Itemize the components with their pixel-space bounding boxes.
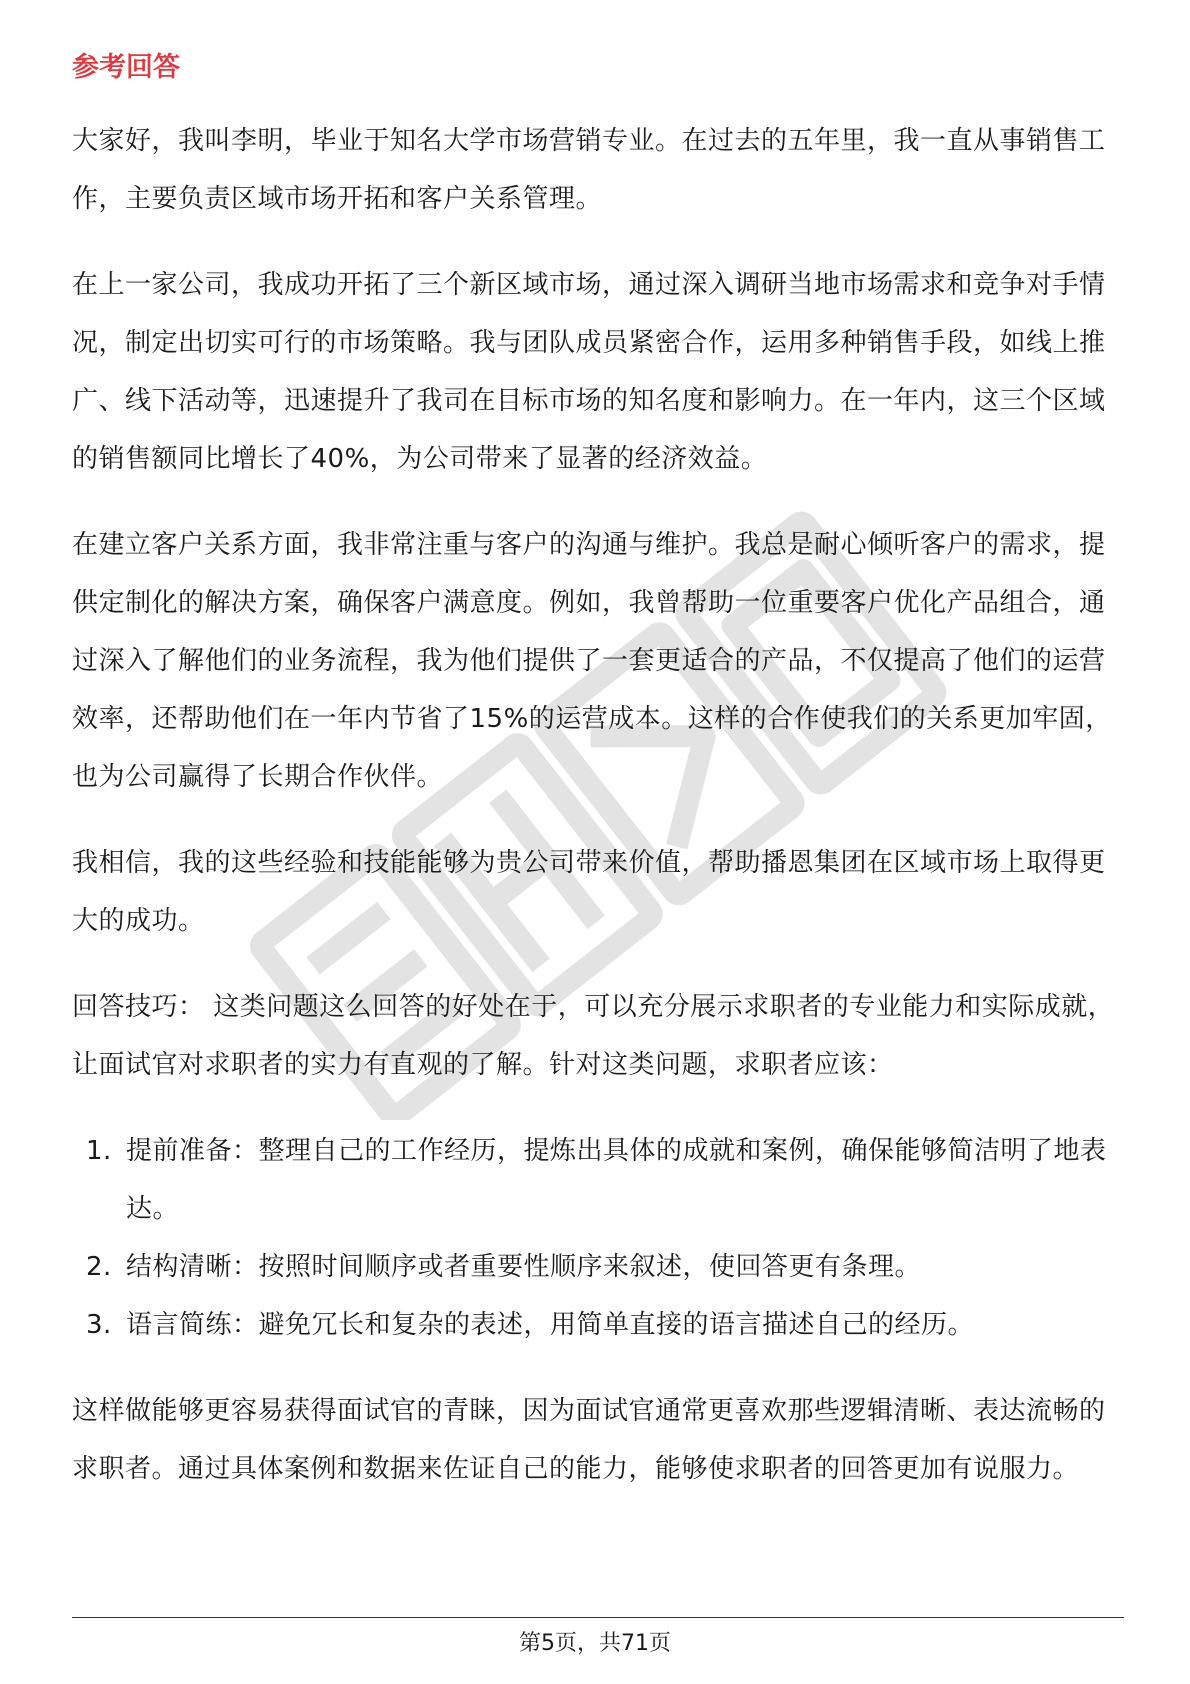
tips-intro: 回答技巧： 这类问题这么回答的好处在于，可以充分展示求职者的专业能力和实际成就，让面试官对求职者的实力有直观的了解。针对这类问题，求职者应该： [72, 992, 1115, 1080]
tip-item [72, 1296, 1122, 1354]
tip-item [72, 1122, 1122, 1238]
answer-paragraph-3: 在建立客户关系方面，我非常注重与客户的沟通与维护。我总是耐心倾听客户的需求，提供定制化的解决方案，确保客户满意度。例如，我曾帮助一位重要客户优化产品组合，通过深入了解他们的业务流程，我为他们提供了一套更适合的产品，不仅提高了他们的运营效率，还帮助他们在一年内节省了15%的运营成本。这样的合作使我们的关系更加牢固，也为公司赢得了长期合作伙伴。 [72, 530, 1112, 792]
tip-text: 提前准备：整理自己的工作经历，提炼出具体的成就和案例，确保能够简洁明了地表达。 [126, 1136, 1107, 1224]
tip-text: 语言简练：避免冗长和复杂的表述，用简单直接的语言描述自己的经历。 [126, 1310, 975, 1340]
document-body [72, 48, 1122, 1526]
closing-paragraph: 这样做能够更容易获得面试官的青睐，因为面试官通常更喜欢那些逻辑清晰、表达流畅的求职者。通过具体案例和数据来佐证自己的能力，能够使求职者的回答更加有说服力。 [72, 1396, 1106, 1484]
tip-number: 2. [86, 1252, 112, 1282]
tip-item [72, 1238, 1122, 1296]
answer-paragraph-1: 大家好，我叫李明，毕业于知名大学市场营销专业。在过去的五年里，我一直从事销售工作，主要负责区域市场开拓和客户关系管理。 [72, 126, 1106, 214]
tip-number: 3. [86, 1310, 112, 1340]
page-number: 第5页，共71页 [519, 1631, 671, 1656]
section-title: 参考回答 [72, 52, 180, 83]
answer-paragraph-2: 在上一家公司，我成功开拓了三个新区域市场，通过深入调研当地市场需求和竞争对手情况，制定出切实可行的市场策略。我与团队成员紧密合作，运用多种销售手段，如线上推广、线下活动等，迅速提升了我司在目标市场的知名度和影响力。在一年内，这三个区域的销售额同比增长了40%，为公司带来了显著的经济效益。 [72, 270, 1106, 474]
tip-text: 结构清晰：按照时间顺序或者重要性顺序来叙述，使回答更有条理。 [126, 1252, 922, 1282]
tip-number: 1. [86, 1136, 112, 1166]
answer-paragraph-4: 我相信，我的这些经验和技能能够为贵公司带来价值，帮助播恩集团在区域市场上取得更大的成功。 [72, 848, 1106, 936]
footer-divider [72, 1617, 1124, 1618]
tips-list [72, 1122, 1122, 1354]
